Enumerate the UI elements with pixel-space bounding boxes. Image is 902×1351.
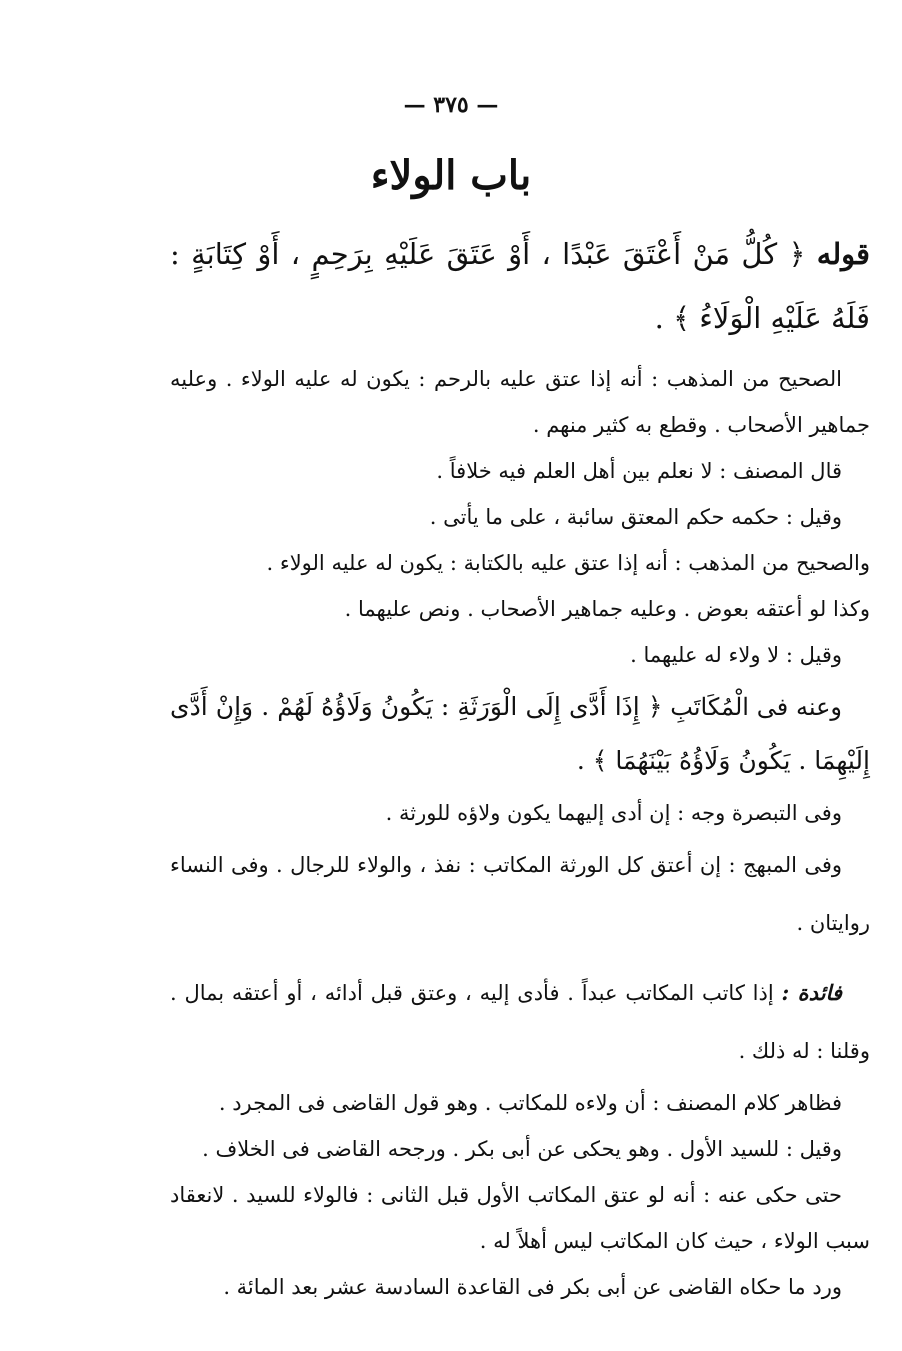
paragraph-11: حتى حكى عنه : أنه لو عتق المكاتب الأول قبل الثانى : فالولاء للسيد . لانعقاد سبب الولاء ، حيث كان المكاتب ليس أهلاً له .	[170, 1183, 870, 1253]
paragraph-12: ورد ما حكاه القاضى عن أبى بكر فى القاعدة السادسة عشر بعد المائة .	[223, 1275, 842, 1299]
paragraph-2: قال المصنف : لا نعلم بين أهل العلم فيه خلافاً .	[436, 459, 842, 483]
verse-text: ﴿ إِذَا أَدَّى إِلَى الْوَرَثَةِ : يَكُونُ وَلَاؤُهُ لَهُمْ . وَإِنْ أَدَّى إِلَيْهِمَا . يَكُونُ وَلَاؤُهُ بَيْنَهُمَا ﴾ .	[170, 692, 870, 775]
paragraph-4: والصحيح من المذهب : أنه إذا عتق عليه بالكتابة : يكون له عليه الولاء .	[266, 551, 870, 575]
page-number: — ٣٧٥ —	[403, 92, 499, 118]
faida-label: فائدة :	[781, 980, 842, 1005]
quote-lead-word: قوله	[816, 237, 871, 271]
verse-lead: وعنه فى الْمُكَاتَبِ	[670, 693, 842, 721]
faida-paragraph	[170, 964, 870, 1080]
page-body	[170, 222, 870, 1310]
quote-text: ﴿ كُلُّ مَنْ أَعْتَقَ عَبْدًا ، أَوْ عَتَقَ عَلَيْهِ بِرَحِمٍ ، أَوْ كِتَابَةٍ : فَلَهُ عَلَيْهِ الْوَلَاءُ ﴾ .	[170, 237, 870, 335]
paragraph-5: وكذا لو أعتقه بعوض . وعليه جماهير الأصحاب . ونص عليهما .	[344, 597, 870, 621]
paragraph-3: وقيل : حكمه حكم المعتق سائبة ، على ما يأتى .	[429, 505, 842, 529]
paragraph-6: وقيل : لا ولاء له عليهما .	[630, 643, 842, 667]
paragraph-7: وفى التبصرة وجه : إن أدى إليهما يكون ولاؤه للورثة .	[385, 801, 842, 825]
chapter-title: باب الولاء	[370, 152, 532, 199]
paragraph-9: فظاهر كلام المصنف : أن ولاءه للمكاتب . وهو قول القاضى فى المجرد .	[218, 1091, 842, 1115]
paragraph-1: الصحيح من المذهب : أنه إذا عتق عليه بالرحم : يكون له عليه الولاء . وعليه جماهير الأصحاب . وقطع به كثير منهم .	[170, 367, 870, 437]
paragraph-8: وفى المبهج : إن أعتق كل الورثة المكاتب : نفذ ، والولاء للرجال . وفى النساء روايتان .	[170, 853, 870, 935]
spacer	[170, 952, 870, 964]
quoted-text-paragraph	[170, 222, 870, 350]
verse-paragraph	[170, 680, 870, 788]
paragraph-10: وقيل : للسيد الأول . وهو يحكى عن أبى بكر . ورجحه القاضى فى الخلاف .	[202, 1137, 842, 1161]
faida-text: إذا كاتب المكاتب عبداً . فأدى إليه ، وعتق قبل أدائه ، أو أعتقه بمال . وقلنا : له ذلك .	[170, 981, 870, 1063]
